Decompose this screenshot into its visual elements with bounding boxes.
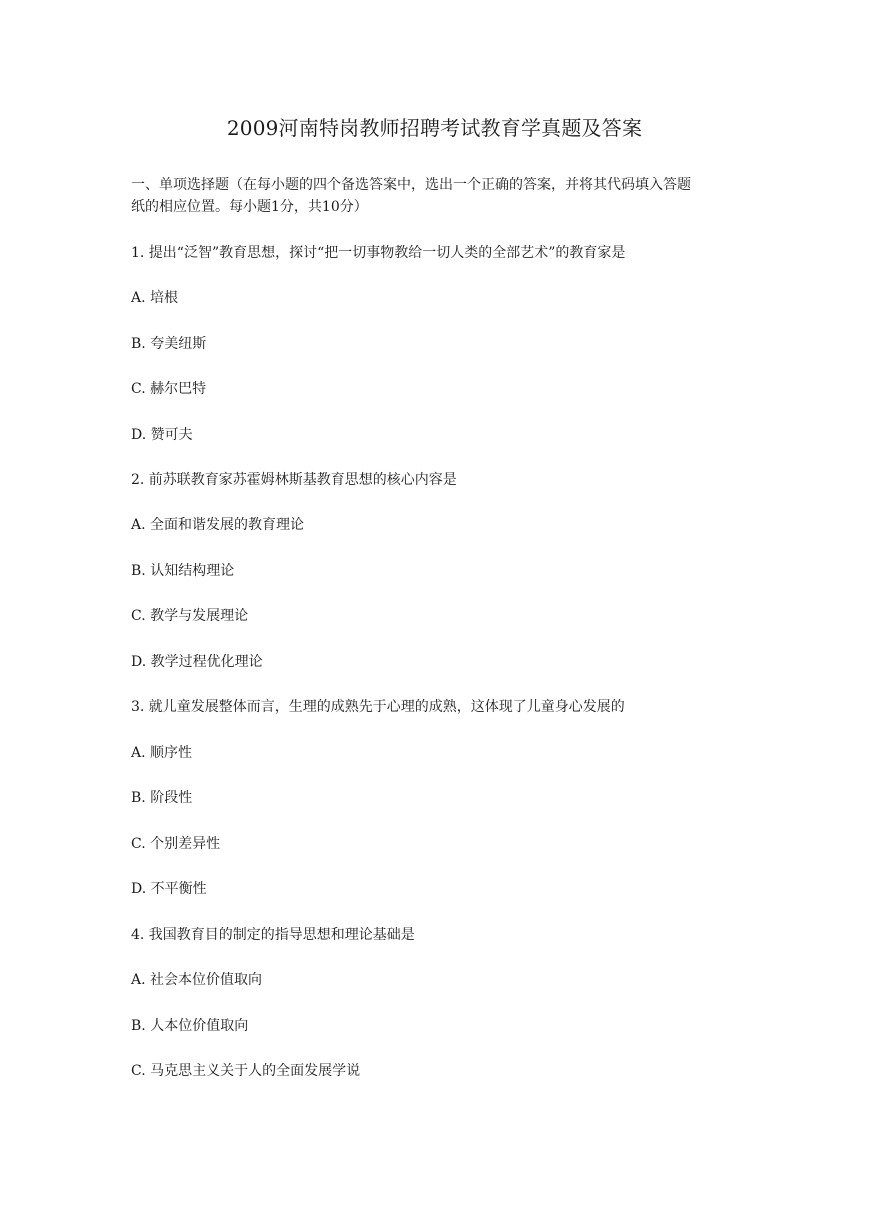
- question-3-option-b: B. 阶段性: [131, 790, 193, 806]
- section-heading: [131, 174, 751, 218]
- question-4-option-c: C. 马克思主义关于人的全面发展学说: [131, 1063, 361, 1079]
- question-4-option-b: B. 人本位价值取向: [131, 1018, 249, 1034]
- section-heading-line-1: 一、单项选择题（在每小题的四个备选答案中，选出一个正确的答案，并将其代码填入答题: [131, 177, 691, 193]
- question-2-option-c: C. 教学与发展理论: [131, 608, 249, 624]
- question-3-stem: 3. 就儿童发展整体而言，生理的成熟先于心理的成熟，这体现了儿童身心发展的: [131, 699, 625, 715]
- question-1-stem: 1. 提出“泛智”教育思想，探讨“把一切事物教给一切人类的全部艺术”的教育家是: [131, 245, 626, 261]
- question-3-option-a: A. 顺序性: [131, 745, 193, 761]
- question-1-option-a: A. 培根: [131, 290, 179, 306]
- document-title: 2009河南特岗教师招聘考试教育学真题及答案: [226, 116, 643, 140]
- question-2-option-b: B. 认知结构理论: [131, 563, 235, 579]
- question-2-option-d: D. 教学过程优化理论: [131, 654, 263, 670]
- section-heading-line-2: 纸的相应位置。每小题1分，共10分）: [131, 199, 368, 215]
- question-4-option-a: A. 社会本位价值取向: [131, 972, 263, 988]
- question-3-option-d: D. 不平衡性: [131, 881, 207, 897]
- question-2-option-a: A. 全面和谐发展的教育理论: [131, 517, 305, 533]
- question-4-stem: 4. 我国教育目的制定的指导思想和理论基础是: [131, 927, 415, 943]
- question-1-option-b: B. 夸美纽斯: [131, 336, 207, 352]
- question-3-option-c: C. 个别差异性: [131, 836, 221, 852]
- question-2-stem: 2. 前苏联教育家苏霍姆林斯基教育思想的核心内容是: [131, 472, 457, 488]
- question-1-option-c: C. 赫尔巴特: [131, 381, 207, 397]
- question-1-option-d: D. 赞可夫: [131, 427, 193, 443]
